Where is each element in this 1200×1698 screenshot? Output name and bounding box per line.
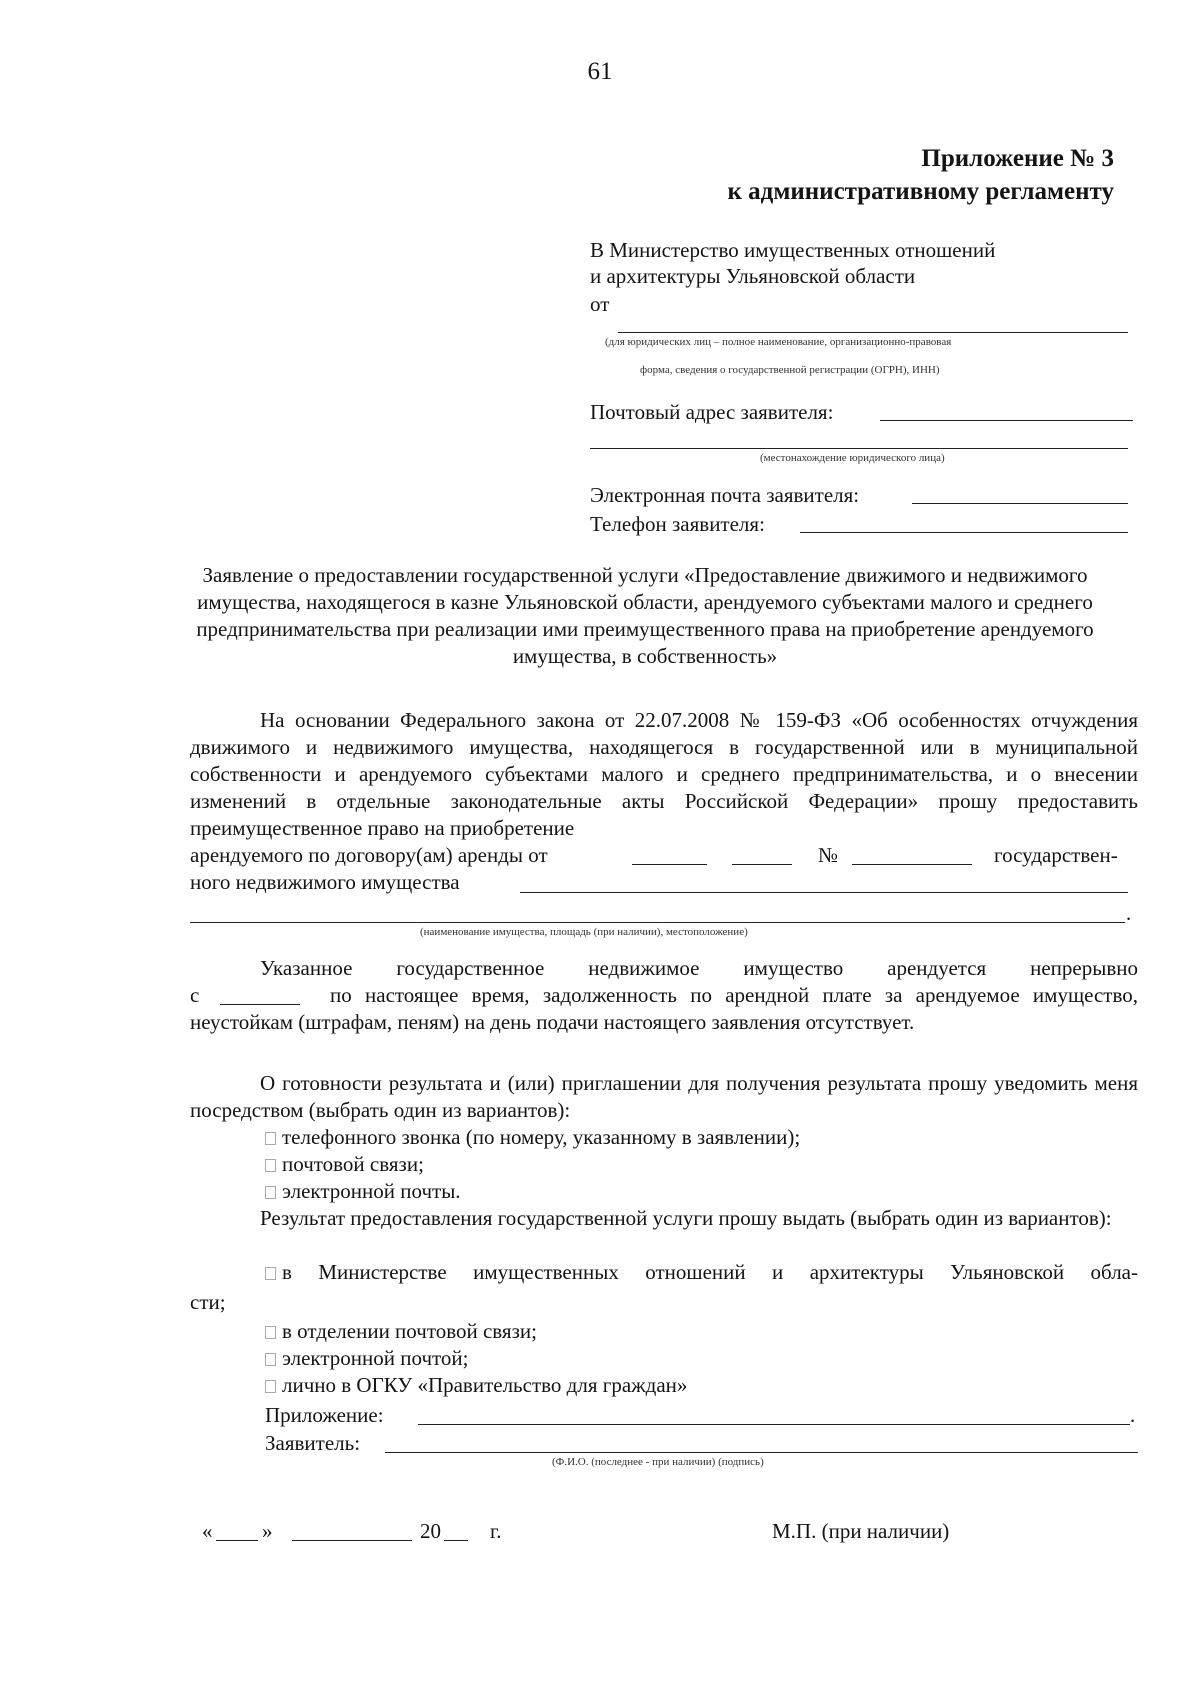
application-title: Заявление о предоставлении государственной услуги «Предоставление движимого и недвижимого имущества, находящегося в казне Ульяновской области, арендуемого субъектами малого и среднего предпринимательства при реализации ими преимущественного права на приобретение арендуемого имущества, в собственность»: [196, 563, 1094, 668]
postal-hint: (местонахождение юридического лица): [760, 452, 945, 464]
property-field-line-2[interactable]: [190, 922, 1125, 923]
recipient-line-1: В Министерство имущественных отношений: [590, 238, 996, 262]
applicant-field-line[interactable]: [385, 1452, 1138, 1453]
date-year-field[interactable]: [444, 1540, 468, 1541]
applicant-label: Заявитель:: [265, 1431, 361, 1455]
date-day-field[interactable]: [216, 1540, 258, 1541]
lease-date-field-1[interactable]: [632, 864, 707, 865]
paragraph-result-delivery: Результат предоставления государственной услуги прошу выдать (выбрать один из вариантов):: [260, 1206, 1112, 1230]
property-period: .: [1126, 901, 1132, 925]
lease-line-prefix: арендуемого по договору(ам) аренды от: [190, 843, 548, 867]
lease-number-field[interactable]: [852, 864, 972, 865]
property-label: ного недвижимого имущества: [190, 870, 460, 894]
phone-field-line[interactable]: [800, 532, 1128, 533]
phone-label: Телефон заявителя:: [590, 512, 765, 536]
from-hint-1: (для юридических лиц – полное наименование, организационно-правовая: [605, 336, 952, 348]
applicant-hint: (Ф.И.О. (последнее - при наличии) (подпись): [552, 1456, 764, 1468]
paragraph-lease-status: Указанное государственное недвижимое имущество арендуется непрерывно: [260, 956, 1138, 980]
notify-option-email[interactable]: электронной почты.: [265, 1178, 461, 1205]
date-year-suffix: г.: [490, 1519, 502, 1543]
paragraph-lease-status-rest: по настоящее время, задолженность по арендной плате за арендуемое имущество, неустойкам (штрафам, пеням) на день подачи настоящего заявления отсутствует.: [190, 983, 1138, 1034]
lease-date-field-2[interactable]: [732, 864, 792, 865]
checkbox[interactable]: [265, 1267, 276, 1280]
paragraph-legal-basis: На основании Федерального закона от 22.07.2008 № 159-ФЗ «Об особенностях отчуждения движимого и недвижимого имущества, находящегося в государственной или в муниципальной собственности и арендуемого субъектами малого и среднего предпринимательства, и о внесении изменений в отдельные законодательные акты Российской Федерации» прошу предоставить преимущественное право на приобретение: [190, 708, 1138, 840]
date-quote-close: »: [262, 1519, 273, 1543]
checkbox[interactable]: [265, 1132, 276, 1145]
annex-subtitle: к административному регламенту: [727, 178, 1114, 205]
attachment-field-line[interactable]: [418, 1424, 1130, 1425]
checkbox[interactable]: [265, 1380, 276, 1393]
result-option-ministry[interactable]: в Министерстве имущественных отношений и архитектуры Ульяновской обла-: [265, 1259, 1138, 1286]
recipient-line-2: и архитектуры Ульяновской области: [590, 264, 916, 288]
date-year-prefix: 20: [420, 1519, 441, 1543]
postal-label: Почтовый адрес заявителя:: [590, 400, 834, 424]
result-option-email[interactable]: электронной почтой;: [265, 1345, 469, 1372]
checkbox[interactable]: [265, 1353, 276, 1366]
page-number: 61: [587, 58, 613, 85]
date-month-field[interactable]: [292, 1540, 412, 1541]
checkbox[interactable]: [265, 1326, 276, 1339]
date-quote-open: «: [202, 1519, 213, 1543]
result-option-post[interactable]: в отделении почтовой связи;: [265, 1318, 537, 1345]
paragraph-notification: О готовности результата и (или) приглашении для получения результата прошу уведомить меня посредством (выбрать один из вариантов):: [190, 1071, 1138, 1122]
attachment-period: .: [1130, 1403, 1136, 1427]
notify-option-phone[interactable]: телефонного звонка (по номеру, указанному в заявлении);: [265, 1124, 800, 1151]
seal-note: М.П. (при наличии): [772, 1519, 950, 1543]
from-label: от: [590, 292, 610, 316]
result-option-ministry-cont: сти;: [190, 1290, 226, 1314]
attachment-label: Приложение:: [265, 1403, 384, 1427]
annex-title: Приложение № 3: [921, 145, 1114, 172]
checkbox[interactable]: [265, 1159, 276, 1172]
property-hint: (наименование имущества, площадь (при наличии), местоположение): [420, 926, 748, 938]
from-hint-2: форма, сведения о государственной регистрации (ОГРН), ИНН): [640, 364, 940, 376]
lease-line-suffix: государствен-: [994, 843, 1118, 867]
email-label: Электронная почта заявителя:: [590, 483, 860, 507]
lease-since-c: с: [190, 983, 200, 1007]
result-option-in-person[interactable]: лично в ОГКУ «Правительство для граждан»: [265, 1372, 687, 1399]
from-field-line[interactable]: [618, 332, 1128, 333]
checkbox[interactable]: [265, 1186, 276, 1199]
property-field-line[interactable]: [520, 892, 1128, 893]
email-field-line[interactable]: [912, 503, 1128, 504]
lease-number-sign: №: [818, 843, 839, 867]
postal-field-line[interactable]: [880, 420, 1133, 421]
postal-field-line-2[interactable]: [590, 448, 1128, 449]
notify-option-post[interactable]: почтовой связи;: [265, 1151, 424, 1178]
